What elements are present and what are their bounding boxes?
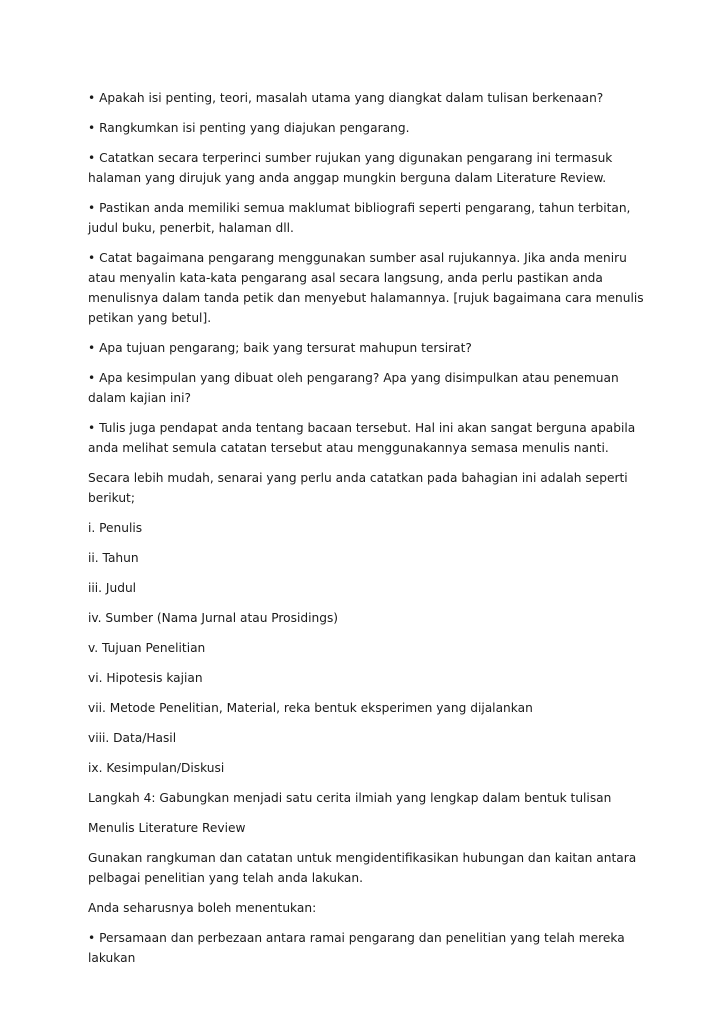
bullet-paragraph: • Catat bagaimana pengarang menggunakan sumber asal rujukannya. Jika anda meniru atau menyalin kata-kata pengarang asal secara langsung, anda perlu pastikan anda menulisnya dalam tanda petik dan menyebut halamannya. [rujuk bagaimana cara menulis petikan yang betul].	[88, 251, 644, 325]
bullet-paragraph: • Rangkumkan isi penting yang diajukan pengarang.	[88, 121, 410, 135]
list-item: viii. Data/Hasil	[88, 731, 177, 745]
list-item: v. Tujuan Penelitian	[88, 641, 206, 655]
body-paragraph: Anda seharusnya boleh menentukan:	[88, 901, 317, 915]
bullet-paragraph: • Persamaan dan perbezaan antara ramai pengarang dan penelitian yang telah mereka lakukan	[88, 931, 625, 965]
bullet-paragraph: • Apakah isi penting, teori, masalah utama yang diangkat dalam tulisan berkenaan?	[88, 91, 604, 105]
list-item: iii. Judul	[88, 581, 137, 595]
section-heading: Menulis Literature Review	[88, 821, 246, 835]
bullet-paragraph: • Tulis juga pendapat anda tentang bacaan tersebut. Hal ini akan sangat berguna apabila anda melihat semula catatan tersebut atau menggunakannya semasa menulis nanti.	[88, 421, 636, 455]
bullet-paragraph: • Apa kesimpulan yang dibuat oleh pengarang? Apa yang disimpulkan atau penemuan dalam kajian ini?	[88, 371, 619, 405]
bullet-paragraph: • Catatkan secara terperinci sumber rujukan yang digunakan pengarang ini termasuk halaman yang dirujuk yang anda anggap mungkin berguna dalam Literature Review.	[88, 151, 613, 185]
list-item: vi. Hipotesis kajian	[88, 671, 203, 685]
intro-paragraph: Secara lebih mudah, senarai yang perlu anda catatkan pada bahagian ini adalah seperti berikut;	[88, 471, 628, 505]
list-item: iv. Sumber (Nama Jurnal atau Prosidings)	[88, 611, 339, 625]
document-body	[88, 88, 648, 978]
bullet-paragraph: • Apa tujuan pengarang; baik yang tersurat mahupun tersirat?	[88, 341, 472, 355]
list-item: ii. Tahun	[88, 551, 139, 565]
list-item: ix. Kesimpulan/Diskusi	[88, 761, 225, 775]
list-item: vii. Metode Penelitian, Material, reka bentuk eksperimen yang dijalankan	[88, 701, 533, 715]
bullet-paragraph: • Pastikan anda memiliki semua maklumat bibliografi seperti pengarang, tahun terbitan, judul buku, penerbit, halaman dll.	[88, 201, 631, 235]
list-item: i. Penulis	[88, 521, 143, 535]
step-heading: Langkah 4: Gabungkan menjadi satu cerita ilmiah yang lengkap dalam bentuk tulisan	[88, 791, 612, 805]
body-paragraph: Gunakan rangkuman dan catatan untuk mengidentifikasikan hubungan dan kaitan antara pelbagai penelitian yang telah anda lakukan.	[88, 851, 637, 885]
